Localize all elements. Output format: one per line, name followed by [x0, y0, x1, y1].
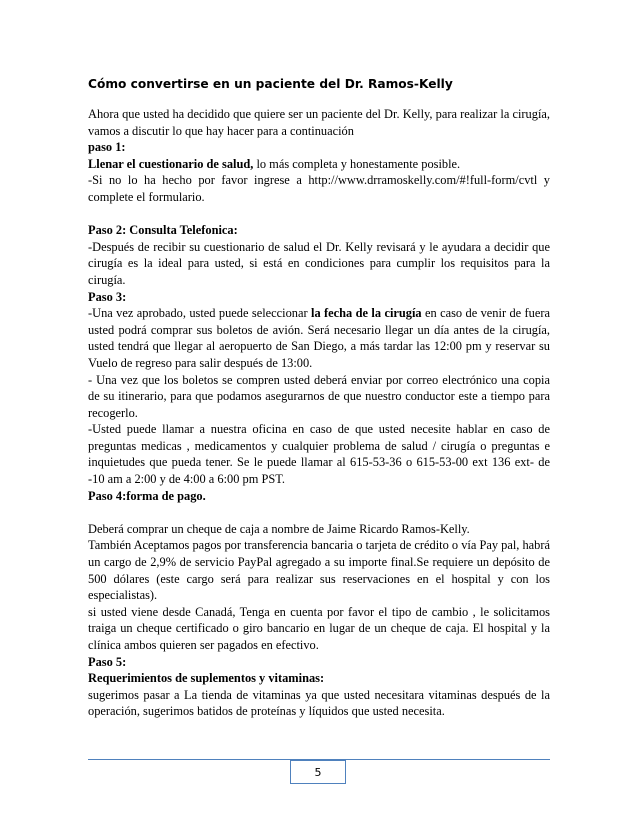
- step3-paragraph-3: -Usted puede llamar a nuestra oficina en caso de que usted necesite hablar en caso de preguntas medicas , medicamentos y cualquier problema de salud / cirugía o preguntas e inquietudes que pueda tener. Se le puede llamar al 615-53-36 o 615-53-00 ext 136 ext- de -10 am a 2:00 y de 4:00 a 6:00 pm PST.: [88, 422, 550, 487]
- step1-bold-lead: Llenar el cuestionario de salud,: [88, 156, 254, 171]
- spacer: [88, 206, 550, 223]
- spacer: [88, 504, 550, 521]
- step4-heading: Paso 4:forma de pago.: [88, 488, 206, 503]
- step4-paragraph-2: También Aceptamos pagos por transferencia bancaria o tarjeta de crédito o vía Pay pal, habrá un cargo de 2,9% de servicio PayPal agregado a su importe final.Se requiere un depósito de 500 dólares (este cargo será para realizar sus reservaciones en el hospital y con los especialistas).: [88, 538, 550, 603]
- page-number: 5: [290, 760, 346, 784]
- step3-paragraph-2: - Una vez que los boletos se compren usted deberá enviar por correo electrónico una copia de su itinerario, para que podamos asegurarnos de que nuestro conductor este a tiempo para recogerlo.: [88, 372, 550, 420]
- step4-paragraph-1: Deberá comprar un cheque de caja a nombre de Jaime Ricardo Ramos-Kelly.: [88, 521, 470, 536]
- step2-heading: Paso 2: Consulta Telefonica:: [88, 223, 238, 238]
- step5-heading: Paso 5:: [88, 654, 127, 669]
- step3-p1-start: -Una vez aprobado, usted puede seleccionar: [88, 306, 311, 321]
- step1-heading: paso 1:: [88, 140, 126, 155]
- step3-p1-end: en caso de venir de fuera usted podrá comprar sus boletos de avión. Será necesario llegar un día antes de la cirugía, usted tendrá que llegar al aeropuerto de San Diego, a más tardar las 12:00 pm y reservar su Vuelo de regreso para salir después de 13:00.: [88, 306, 550, 370]
- step1-lead-rest: lo más completa y honestamente posible.: [253, 156, 461, 171]
- step2-text: -Después de recibir su cuestionario de salud el Dr. Kelly revisará y le ayudara a decidir que cirugía es la ideal para usted, si está en condiciones para cumplir los requisitos para la cirugía.: [88, 239, 550, 287]
- step3-paragraph-1: [88, 305, 550, 371]
- document-body: [88, 76, 550, 720]
- step5-subheading: Requerimientos de suplementos y vitaminas:: [88, 671, 325, 686]
- step3-heading: Paso 3:: [88, 289, 127, 304]
- step5-text: sugerimos pasar a La tienda de vitaminas ya que usted necesitara vitaminas después de la operación, sugerimos batidos de proteínas y líquidos que usted necesita.: [88, 687, 550, 719]
- step4-paragraph-3: si usted viene desde Canadá, Tenga en cuenta por favor el tipo de cambio , le solicitamos traiga un cheque certificado o giro bancario en lugar de un cheque de caja. El hospital y la clínica ambos quieren ser pagados en efectivo.: [88, 604, 550, 652]
- step1-lead: [88, 156, 550, 173]
- intro-paragraph: Ahora que usted ha decidido que quiere ser un paciente del Dr. Kelly, para realizar la cirugía, vamos a discutir lo que hay hacer para a continuación: [88, 107, 550, 138]
- step1-instructions: -Si no lo ha hecho por favor ingrese a http://www.drramoskelly.com/#!full-form/cvtl y complete el formulario.: [88, 173, 550, 204]
- page-title: Cómo convertirse en un paciente del Dr. Ramos-Kelly: [88, 77, 453, 91]
- step3-p1-bold: la fecha de la cirugía: [311, 306, 422, 321]
